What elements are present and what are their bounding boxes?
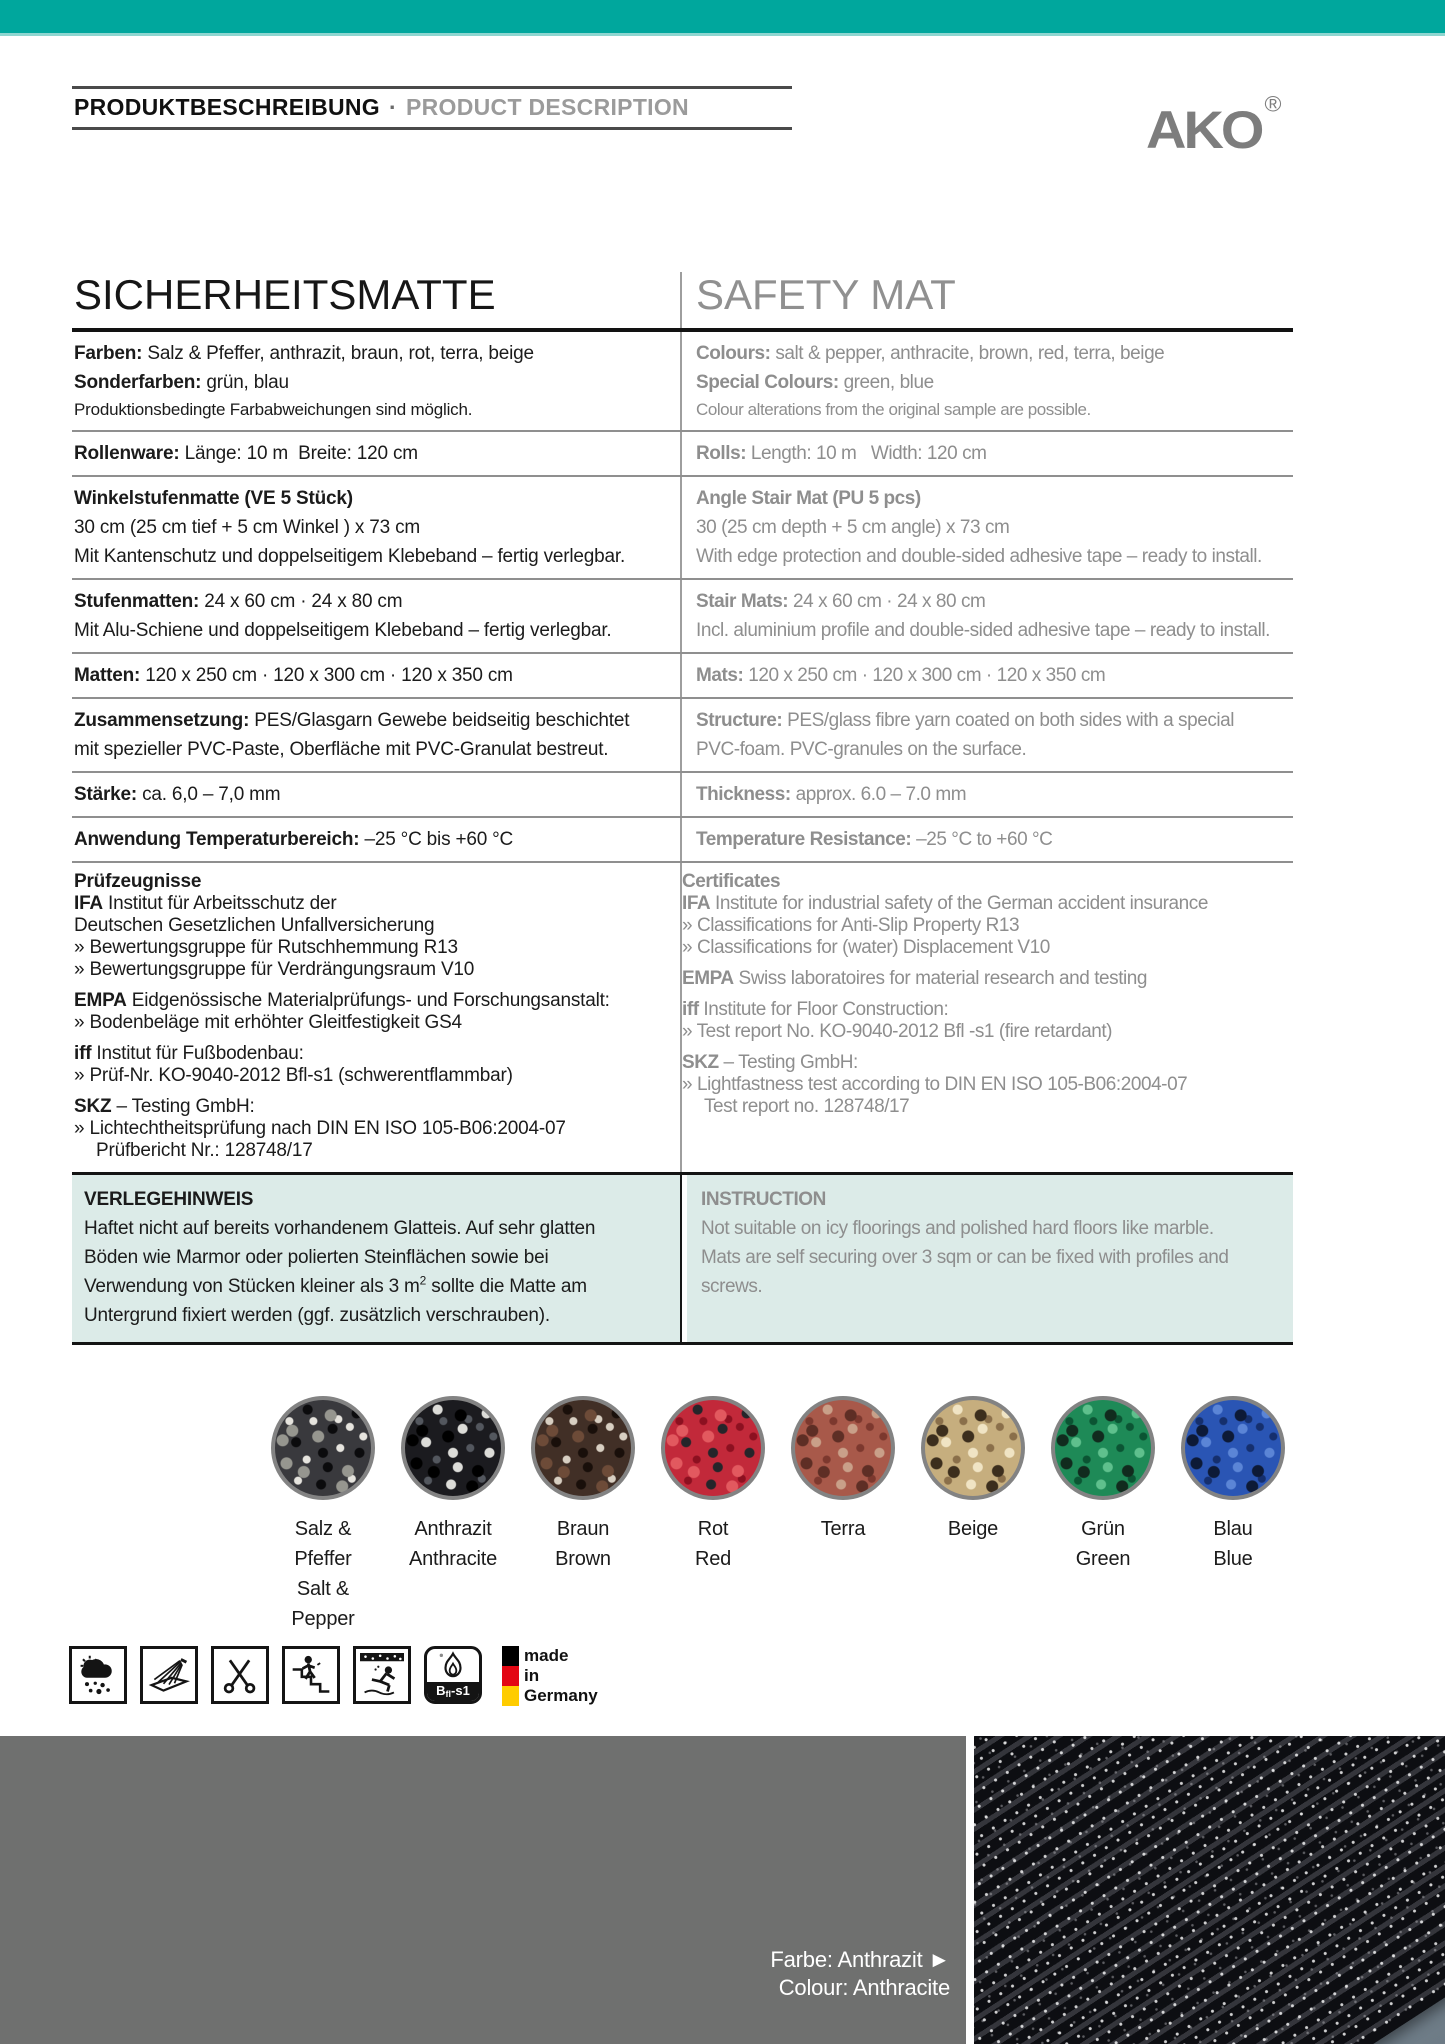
line-gap <box>74 981 668 990</box>
spec-text: » Bewertungsgruppe für Verdrängungsraum V10 <box>74 959 475 980</box>
spec-line <box>682 871 1293 893</box>
spec-line <box>74 439 668 468</box>
swatch-label-de: Grün <box>1081 1518 1125 1540</box>
spec-line <box>696 780 1293 809</box>
spec-text: » Bewertungsgruppe für Rutschhemmung R13 <box>74 937 458 958</box>
spec-text: grün, blau <box>201 372 289 393</box>
spec-text: Incl. aluminium profile and double-sided adhesive tape – ready to install. <box>696 620 1271 641</box>
spec-text: Prüfzeugnisse <box>74 871 202 892</box>
page-title-en: PRODUCT DESCRIPTION <box>405 94 689 120</box>
spec-text: SKZ <box>682 1052 719 1073</box>
spec-text: EMPA <box>74 990 127 1011</box>
spec-text: Haftet nicht auf bereits vorhandenem Glatteis. Auf sehr glatten <box>84 1218 596 1239</box>
spec-line <box>682 893 1293 915</box>
spec-text: Mats: <box>696 665 744 686</box>
spec-text: iff <box>74 1043 92 1064</box>
spec-cell-en <box>682 863 1293 1172</box>
spec-cell-de <box>72 863 682 1172</box>
spec-cell-de <box>72 477 682 578</box>
made-in-germany <box>502 1646 598 1706</box>
page-title-de: PRODUKTBESCHREIBUNG <box>74 94 380 120</box>
spec-cell-en <box>687 1175 1293 1342</box>
table-row <box>72 332 1293 432</box>
spec-line <box>696 587 1293 616</box>
spec-line <box>84 1185 680 1214</box>
spec-text: green, blue <box>838 372 934 393</box>
spec-cell-en <box>682 332 1293 430</box>
spec-text: 30 (25 cm depth + 5 cm angle) x 73 cm <box>696 517 1010 538</box>
spec-line <box>74 915 668 937</box>
spec-cell-en <box>682 477 1293 578</box>
spec-line <box>682 968 1293 990</box>
spec-line <box>74 825 668 854</box>
swatch-label <box>401 1514 505 1574</box>
swatch-label-en: Brown <box>555 1548 611 1570</box>
spec-text: Stärke: <box>74 784 138 805</box>
table-row <box>72 477 1293 580</box>
spec-text: Deutschen Gesetzlichen Unfallversicherung <box>74 915 435 936</box>
product-photo-anthracite-mat <box>974 1736 1445 2044</box>
mat-texture <box>974 1736 1445 2044</box>
spec-line <box>682 937 1293 959</box>
spec-text: 120 x 250 cm · 120 x 300 cm · 120 x 350 cm <box>743 665 1106 686</box>
swatch-label <box>1051 1514 1155 1574</box>
swatch-label <box>531 1514 635 1574</box>
swatch-label <box>271 1514 375 1634</box>
table-row <box>72 432 1293 477</box>
table-row <box>72 818 1293 863</box>
spec-text: Rollenware: <box>74 443 180 464</box>
fire-rating-label: Bfl-s1 <box>427 1682 479 1701</box>
swatch-image <box>1051 1396 1155 1500</box>
spec-text: Institut für Fußbodenbau: <box>91 1043 304 1064</box>
spec-text: ca. 6,0 – 7,0 mm <box>137 784 281 805</box>
spec-line <box>682 915 1293 937</box>
spec-text: Rolls: <box>696 443 747 464</box>
spec-table-rows <box>72 332 1293 1345</box>
spec-text: PVC-foam. PVC-granules on the surface. <box>696 739 1027 760</box>
spec-cell-de <box>72 332 682 430</box>
spec-text: 30 cm (25 cm tief + 5 cm Winkel ) x 73 cm <box>74 517 421 538</box>
spec-line <box>74 1140 668 1162</box>
spec-cell-de <box>72 699 682 771</box>
swatch <box>1181 1396 1285 1634</box>
spec-line <box>74 368 668 397</box>
spec-text: Certificates <box>682 871 781 892</box>
swatch <box>791 1396 895 1634</box>
spec-text: salt & pepper, anthracite, brown, red, terra, beige <box>770 343 1165 364</box>
spec-text: Swiss laboratoires for material research and testing <box>733 968 1148 989</box>
spec-text: approx. 6.0 – 7.0 mm <box>790 784 967 805</box>
spec-line <box>74 397 668 423</box>
photo-caption-en: Colour: Anthracite <box>778 1975 950 2000</box>
swatch-label-en: Anthracite <box>408 1548 498 1570</box>
spec-text: PES/Glasgarn Gewebe beidseitig beschichtet <box>249 710 630 731</box>
spec-line <box>74 735 668 764</box>
spec-line <box>74 1118 668 1140</box>
line-gap <box>74 1034 668 1043</box>
swatch-label <box>661 1514 765 1574</box>
swatch-label-de: Beige <box>947 1518 999 1540</box>
pictogram-row <box>69 1646 598 1706</box>
spec-line <box>74 661 668 690</box>
spec-text: Angle Stair Mat (PU 5 pcs) <box>696 488 921 509</box>
ako-logo-text: AKO <box>1146 99 1262 160</box>
spec-text: –25 °C to +60 °C <box>911 829 1053 850</box>
spec-line <box>84 1243 680 1272</box>
spec-line <box>696 513 1293 542</box>
spec-line <box>74 706 668 735</box>
cuttable-icon <box>211 1646 269 1704</box>
spec-text: Anwendung Temperaturbereich: <box>74 829 360 850</box>
spec-text: 24 x 60 cm · 24 x 80 cm <box>788 591 986 612</box>
spec-cell-de <box>72 818 682 861</box>
spec-line <box>74 542 668 571</box>
spec-line <box>701 1214 1293 1243</box>
spec-line <box>84 1301 680 1330</box>
swatch-label-de: Salz & Pfeffer <box>294 1518 352 1570</box>
spec-line <box>696 368 1293 397</box>
made-in-germany-label: made in Germany <box>524 1646 598 1705</box>
spec-line <box>682 1074 1293 1096</box>
bottom-gray-band <box>0 1736 966 2044</box>
spec-text: Mit Alu-Schiene und doppelseitigem Klebeband – fertig verlegbar. <box>74 620 612 641</box>
spec-text: Institute for Floor Construction: <box>698 999 949 1020</box>
spec-text: Verwendung von Stücken kleiner als 3 m <box>84 1276 420 1297</box>
photo-caption <box>770 1946 950 2002</box>
spec-text: Produktionsbedingte Farbabweichungen sind möglich. <box>74 400 473 419</box>
spec-text: screws. <box>701 1276 763 1297</box>
spec-line <box>84 1214 680 1243</box>
spec-line <box>696 439 1293 468</box>
spec-text: With edge protection and double-sided adhesive tape – ready to install. <box>696 546 1262 567</box>
spec-cell-en <box>682 699 1293 771</box>
spec-text: Special Colours: <box>696 372 839 393</box>
spec-table-header <box>72 272 1293 332</box>
line-gap <box>682 990 1293 999</box>
spec-line <box>696 397 1293 423</box>
spec-text: PES/glass fibre yarn coated on both sides with a special <box>782 710 1235 731</box>
germany-flag-icon <box>502 1646 519 1706</box>
swatch <box>661 1396 765 1634</box>
swatch <box>271 1396 375 1634</box>
swatch-label-de: Rot <box>697 1518 729 1540</box>
spec-text: EMPA <box>682 968 734 989</box>
spec-line <box>74 1096 668 1118</box>
line-gap <box>74 1087 668 1096</box>
spec-cell-de <box>72 1175 682 1342</box>
spec-line <box>74 871 668 893</box>
spec-line <box>701 1243 1293 1272</box>
line-gap <box>682 959 1293 968</box>
swatch-label-de: Braun <box>556 1518 610 1540</box>
spec-line <box>682 1052 1293 1074</box>
spec-line <box>696 616 1293 645</box>
spec-line <box>682 999 1293 1021</box>
swatch-image <box>1181 1396 1285 1500</box>
weather-icon <box>69 1646 127 1704</box>
registered-trademark-icon: ® <box>1264 91 1282 117</box>
swatch-label <box>791 1514 895 1544</box>
spec-cell-en <box>682 580 1293 652</box>
spec-text: Mats are self securing over 3 sqm or can be fixed with profiles and <box>701 1247 1229 1268</box>
spec-cell-en <box>682 432 1293 475</box>
spec-text: mit spezieller PVC-Paste, Oberfläche mit PVC-Granulat bestreut. <box>74 739 609 760</box>
spec-line <box>74 1012 668 1034</box>
spec-text: Zusammensetzung: <box>74 710 250 731</box>
swatch-label-en: Salt & Pepper <box>291 1578 355 1630</box>
spec-text: Prüfbericht Nr.: 128748/17 <box>96 1140 313 1161</box>
swatch-label-de: Anthrazit <box>414 1518 492 1540</box>
table-row <box>72 699 1293 773</box>
spec-cell-de <box>72 654 682 697</box>
photo-caption-de: Farbe: Anthrazit ► <box>770 1947 950 1972</box>
spec-text: iff <box>682 999 699 1020</box>
spec-text: Mit Kantenschutz und doppelseitigem Klebeband – fertig verlegbar. <box>74 546 626 567</box>
spec-text: 120 x 250 cm · 120 x 300 cm · 120 x 350 cm <box>140 665 513 686</box>
swatch-label-en: Blue <box>1213 1548 1253 1570</box>
spec-line <box>696 735 1293 764</box>
table-row <box>72 1172 1293 1345</box>
spec-text: INSTRUCTION <box>701 1189 826 1210</box>
spec-cell-de <box>72 432 682 475</box>
spec-text: Sonderfarben: <box>74 372 202 393</box>
spec-cell-de <box>72 773 682 816</box>
spec-text: » Lichtechtheitsprüfung nach DIN EN ISO 105-B06:2004-07 <box>74 1118 566 1139</box>
spec-line <box>84 1272 680 1301</box>
spec-header-de: SICHERHEITSMATTE <box>72 272 682 328</box>
page-title <box>72 86 792 130</box>
spec-text: Institut für Arbeitsschutz der <box>102 893 337 914</box>
spec-text: Stair Mats: <box>696 591 789 612</box>
spec-header-en: SAFETY MAT <box>696 271 956 318</box>
spec-line <box>74 990 668 1012</box>
colour-swatch-row <box>271 1396 1285 1634</box>
anti-slip-icon <box>353 1646 411 1704</box>
swatch-label-de: Blau <box>1213 1518 1253 1540</box>
spec-text: » Prüf-Nr. KO-9040-2012 Bfl-s1 (schwerentflammbar) <box>74 1065 513 1086</box>
spec-text: Length: 10 m Width: 120 cm <box>746 443 987 464</box>
swatch-image <box>921 1396 1025 1500</box>
swatch-image <box>791 1396 895 1500</box>
spec-text: Temperature Resistance: <box>696 829 912 850</box>
spec-text: Colours: <box>696 343 771 364</box>
spec-text: Not suitable on icy floorings and polished hard floors like marble. <box>701 1218 1214 1239</box>
swatch <box>921 1396 1025 1634</box>
spec-text: » Test report No. KO-9040-2012 Bfl -s1 (fire retardant) <box>682 1021 1113 1042</box>
spec-line <box>74 1043 668 1065</box>
spec-text: Stufenmatten: <box>74 591 200 612</box>
table-row <box>72 654 1293 699</box>
spec-text: 24 x 60 cm · 24 x 80 cm <box>199 591 403 612</box>
spec-line <box>74 339 668 368</box>
swatch-label-de: Terra <box>820 1518 866 1540</box>
spec-text: » Bodenbeläge mit erhöhter Gleitfestigkeit GS4 <box>74 1012 462 1033</box>
spec-text: » Classifications for (water) Displacement V10 <box>682 937 1050 958</box>
spec-line <box>74 1065 668 1087</box>
spec-text: Structure: <box>696 710 783 731</box>
spec-text: Länge: 10 m Breite: 120 cm <box>179 443 418 464</box>
swatch-label-en: Green <box>1075 1548 1131 1570</box>
stairs-icon <box>282 1646 340 1704</box>
swatch <box>401 1396 505 1634</box>
spec-line <box>74 893 668 915</box>
swatch-image <box>271 1396 375 1500</box>
swatch-label <box>1181 1514 1285 1574</box>
spec-text: Eidgenössische Materialprüfungs- und Forschungsanstalt: <box>126 990 610 1011</box>
spec-text: Salz & Pfeffer, anthrazit, braun, rot, terra, beige <box>142 343 534 364</box>
spec-line <box>696 484 1293 513</box>
title-separator: · <box>389 94 397 120</box>
swatch-image <box>531 1396 635 1500</box>
line-gap <box>682 1043 1293 1052</box>
swatch <box>1051 1396 1155 1634</box>
spec-text: Thickness: <box>696 784 791 805</box>
spec-line <box>74 959 668 981</box>
spec-text: Untergrund fixiert werden (ggf. zusätzlich verschrauben). <box>84 1305 550 1326</box>
spec-text: SKZ <box>74 1096 112 1117</box>
table-row <box>72 863 1293 1172</box>
spec-line <box>74 587 668 616</box>
spec-line <box>682 1096 1293 1118</box>
spec-line <box>682 1021 1293 1043</box>
spec-text: Colour alterations from the original sample are possible. <box>696 400 1091 419</box>
spec-text: 2 <box>419 1273 427 1288</box>
swatch-label-en: Red <box>694 1548 732 1570</box>
spec-line <box>696 542 1293 571</box>
spec-text: » Classifications for Anti-Slip Property R13 <box>682 915 1020 936</box>
spec-line <box>74 513 668 542</box>
spec-line <box>701 1185 1293 1214</box>
spec-text: Matten: <box>74 665 141 686</box>
spec-text: Winkelstufenmatte (VE 5 Stück) <box>74 488 353 509</box>
spec-text: » Lightfastness test according to DIN EN ISO 105-B06:2004-07 <box>682 1074 1188 1095</box>
spec-line <box>696 825 1293 854</box>
spec-cell-en <box>682 818 1293 861</box>
product-spec-table <box>72 272 1293 1345</box>
spec-text: Institute for industrial safety of the German accident insurance <box>710 893 1208 914</box>
spec-text: Böden wie Marmor oder polierten Steinflächen sowie bei <box>84 1247 549 1268</box>
spec-line <box>74 780 668 809</box>
spec-line <box>696 706 1293 735</box>
spec-text: – Testing GmbH: <box>111 1096 255 1117</box>
spec-cell-en <box>682 773 1293 816</box>
spec-text: sollte die Matte am <box>426 1276 587 1297</box>
table-row <box>72 773 1293 818</box>
washable-icon <box>140 1646 198 1704</box>
fire-rating-icon <box>424 1646 482 1704</box>
ako-logo <box>1146 91 1282 160</box>
spec-line <box>701 1272 1293 1301</box>
swatch-image <box>661 1396 765 1500</box>
top-accent-bar <box>0 0 1445 36</box>
spec-text: Farben: <box>74 343 143 364</box>
spec-line <box>74 484 668 513</box>
spec-line <box>74 937 668 959</box>
spec-text: VERLEGEHINWEIS <box>84 1189 254 1210</box>
spec-line <box>696 339 1293 368</box>
spec-text: IFA <box>74 893 103 914</box>
spec-text: –25 °C bis +60 °C <box>359 829 514 850</box>
spec-text: – Testing GmbH: <box>718 1052 858 1073</box>
spec-cell-en <box>682 654 1293 697</box>
spec-line <box>74 616 668 645</box>
spec-text: IFA <box>682 893 711 914</box>
swatch-image <box>401 1396 505 1500</box>
table-row <box>72 580 1293 654</box>
spec-line <box>696 661 1293 690</box>
swatch <box>531 1396 635 1634</box>
swatch-label <box>921 1514 1025 1544</box>
spec-text: Test report no. 128748/17 <box>704 1096 910 1117</box>
spec-cell-de <box>72 580 682 652</box>
